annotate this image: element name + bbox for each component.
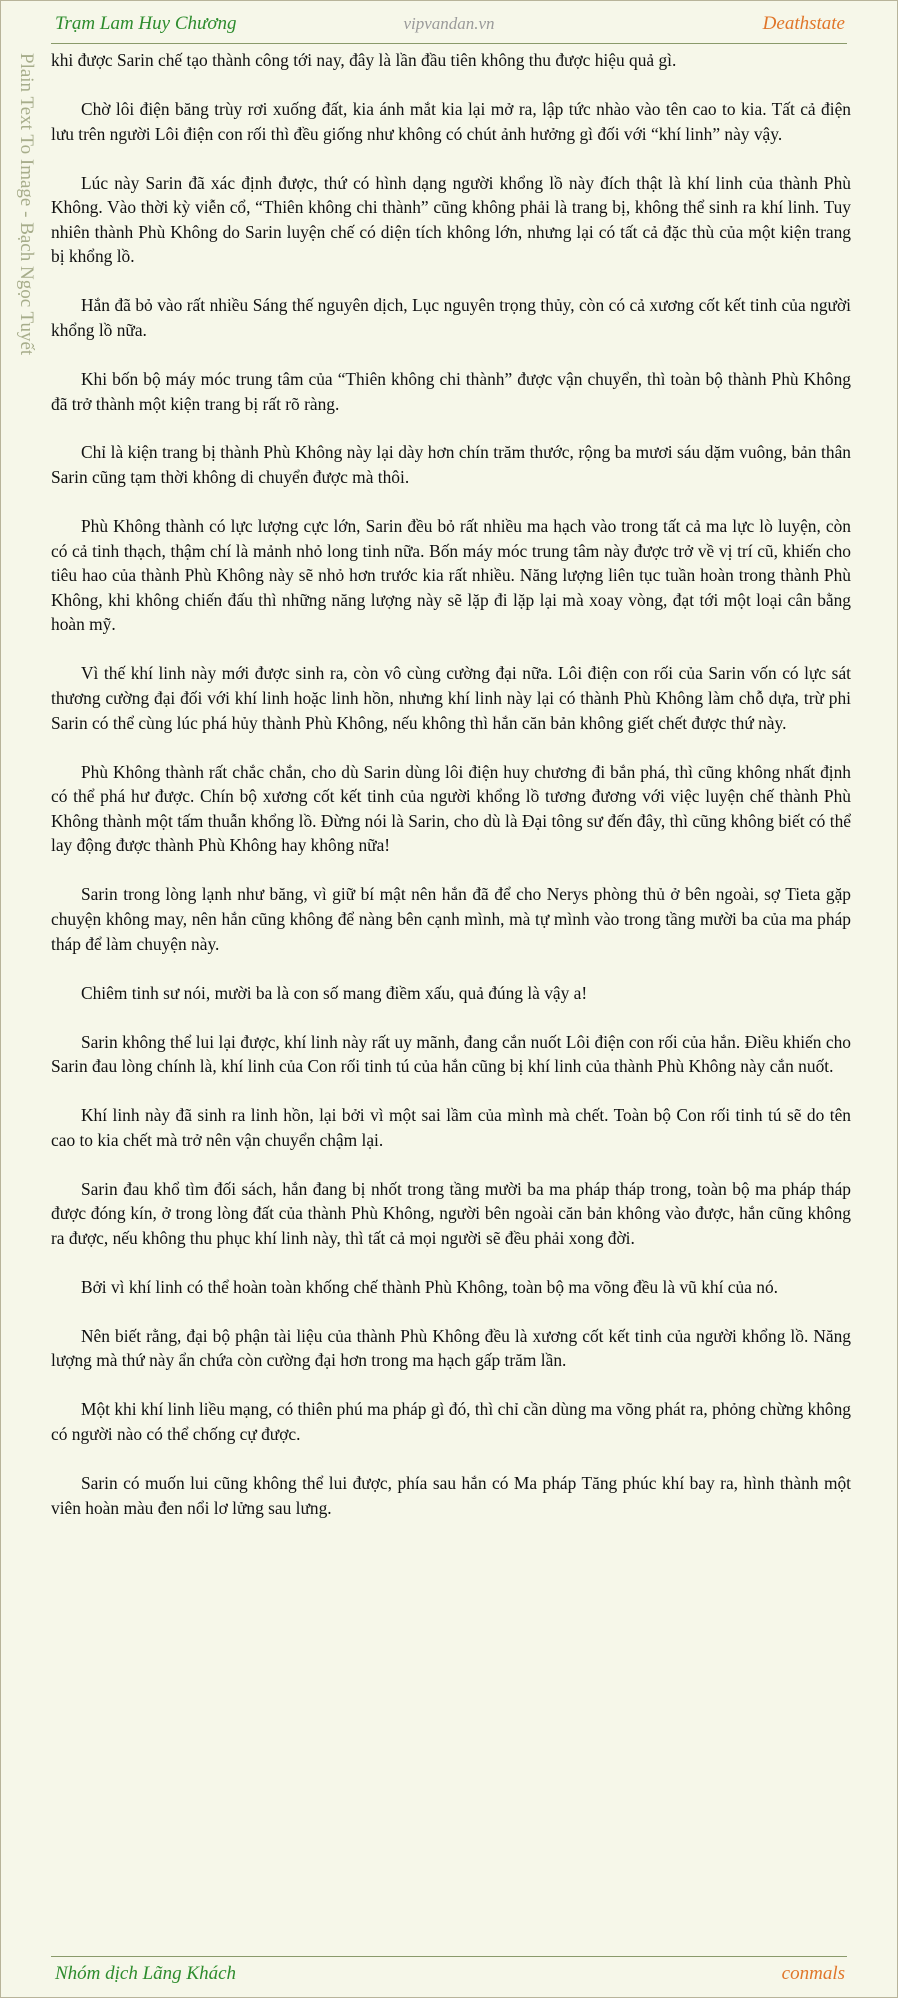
paragraph: Bởi vì khí linh có thể hoàn toàn khống chế thành Phù Không, toàn bộ ma võng đều là vũ khí của nó. (81, 1276, 778, 1297)
paragraph: Một khi khí linh liều mạng, có thiên phú ma pháp gì đó, thì chỉ cần dùng ma võng phát ra, phỏng chừng không có người nào có thể chống cự được. (51, 1399, 851, 1444)
paragraph: Hắn đã bỏ vào rất nhiều Sáng thế nguyên dịch, Lục nguyên trọng thủy, còn có cả xương cốt kết tinh của người khổng lồ nữa. (51, 295, 851, 340)
paragraph: Sarin trong lòng lạnh như băng, vì giữ bí mật nên hắn đã để cho Nerys phòng thủ ở bên ngoài, sợ Tieta gặp chuyện không may, nên hắn cũng không để nàng bên cạnh mình, mà tự mình vào trong tầng mười ba của ma pháp tháp để làm chuyện này. (51, 884, 851, 954)
paragraph: Nên biết rằng, đại bộ phận tài liệu của thành Phù Không đều là xương cốt kết tinh của người khổng lồ. Năng lượng mà thứ này ẩn chứa còn cường đại hơn trong ma hạch gấp trăm lần. (51, 1325, 851, 1371)
paragraph: Sarin có muốn lui cũng không thể lui được, phía sau hắn có Ma pháp Tăng phúc khí bay ra, hình thành một viên hoàn màu đen nổi lơ lửng sau lưng. (51, 1472, 851, 1518)
page-footer (51, 1956, 847, 1991)
header-right-title: Deathstate (762, 13, 845, 34)
paragraph: Chỉ là kiện trang bị thành Phù Không này lại dày hơn chín trăm thước, rộng ba mươi sáu dặm vuông, bản thân Sarin cũng tạm thời không di chuyển được mà thôi. (51, 442, 851, 488)
footer-uploader: conmals (781, 1963, 845, 1984)
paragraph: Sarin không thể lui lại được, khí linh này rất uy mãnh, đang cắn nuốt Lôi điện con rối của hắn. Điều khiến cho Sarin đau lòng chính là, khí linh của Con rối tinh tú của hắn cũng bị khí linh của thành Phù Không này cắn nuốt. (51, 1031, 851, 1077)
paragraph: Phù Không thành có lực lượng cực lớn, Sarin đều bỏ rất nhiều ma hạch vào trong tất cả ma lực lò luyện, còn có cả tinh thạch, thậm chí là mảnh nhỏ long tinh nữa. Bốn máy móc trung tâm này được trở về vị trí cũ, khiến cho tiêu hao của thành Phù Không này sẽ nhỏ hơn trước kia rất nhiều. Năng lượng liên tục tuần hoàn trong thành Phù Không, khi không chiến đấu thì những năng lượng này sẽ lặp đi lặp lại mà xoay vòng, đạt tới một loại cân bằng hoàn mỹ. (51, 516, 851, 635)
paragraph: Phù Không thành rất chắc chắn, cho dù Sarin dùng lôi điện huy chương đi bắn phá, thì cũng không nhất định có thể phá hư được. Chín bộ xương cốt kết tinh của người khổng lồ tương đương với việc luyện chế thành Phù Không thành một tấm thuẫn khổng lồ. Đừng nói là Sarin, cho dù là Đại tông sư đến đây, thì cũng không biết có thể lay động được thành Phù Không hay không nữa! (51, 761, 851, 856)
chapter-text (51, 48, 851, 1545)
paragraph: Sarin đau khổ tìm đối sách, hắn đang bị nhốt trong tầng mười ba ma pháp tháp trong, toàn bộ ma pháp tháp được đóng kín, ở trong lòng đất của thành Phù Không, người bên ngoài căn bản không vào được, hắn cũng không ra được, nếu không thu phục khí linh này, thì tất cả mọi người sẽ đều phải xong đời. (51, 1178, 851, 1248)
page-header (51, 11, 847, 44)
paragraph: Khi bốn bộ máy móc trung tâm của “Thiên không chi thành” được vận chuyển, thì toàn bộ thành Phù Không đã trở thành một kiện trang bị rất rõ ràng. (51, 368, 851, 414)
paragraph: khi được Sarin chế tạo thành công tới nay, đây là lần đầu tiên không thu được hiệu quả gì. (51, 50, 677, 70)
header-site-name: vipvandan.vn (403, 14, 495, 33)
paragraph: Lúc này Sarin đã xác định được, thứ có hình dạng người khổng lồ này đích thật là khí linh của thành Phù Không. Vào thời kỳ viễn cổ, “Thiên không chi thành” cũng không phải là trang bị, không thể sinh ra khí linh. Tuy nhiên thành Phù Không do Sarin luyện chế có diện tích không lớn, nhưng lại có tất cả đặc thù của một kiện trang bị khổng lồ. (51, 172, 851, 267)
paragraph: Chiêm tinh sư nói, mười ba là con số mang điềm xấu, quả đúng là vậy a! (81, 982, 588, 1003)
paragraph: Vì thế khí linh này mới được sinh ra, còn vô cùng cường đại nữa. Lôi điện con rối của Sarin vốn có lực sát thương cường đại đối với khí linh hoặc linh hồn, nhưng khí linh này lại có thành Phù Không làm chỗ dựa, trừ phi Sarin có thể cùng lúc phá hủy thành Phù Không, nếu không thì hắn căn bản không giết chết được thứ này. (51, 663, 851, 733)
vertical-watermark (15, 53, 39, 393)
paragraph: Khí linh này đã sinh ra linh hồn, lại bởi vì một sai lầm của mình mà chết. Toàn bộ Con rối tinh tú sẽ do tên cao to kia chết mà trở nên vận chuyển chậm lại. (51, 1105, 851, 1150)
vertical-watermark-text: Plain Text To Image - Bạch Ngọc Tuyết (16, 53, 37, 356)
header-left-title: Trạm Lam Huy Chương (55, 13, 237, 34)
paragraph: Chờ lôi điện băng trùy rơi xuống đất, kia ánh mắt kia lại mở ra, lập tức nhào vào tên cao to kia. Tất cả điện lưu trên người Lôi điện con rối thì đều giống như không có chút ảnh hưởng gì đối với “khí linh” này vậy. (51, 98, 851, 144)
footer-translator-group: Nhóm dịch Lãng Khách (55, 1963, 237, 1984)
